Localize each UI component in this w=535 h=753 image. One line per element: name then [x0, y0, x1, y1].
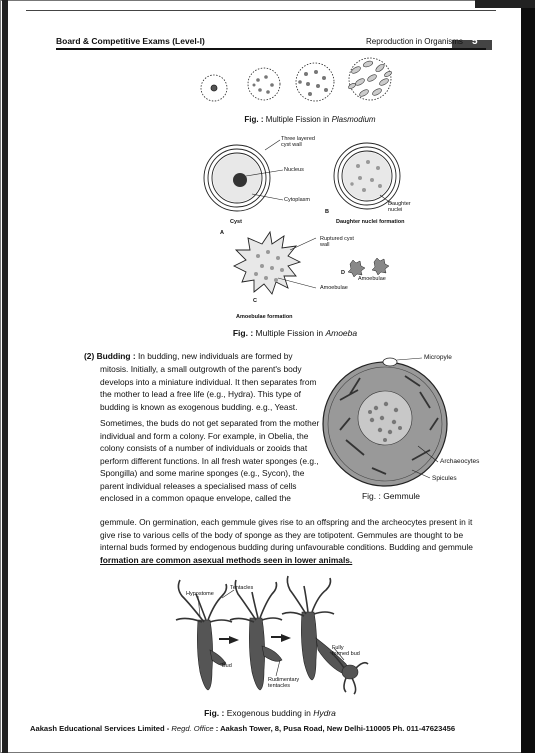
label-b: B — [325, 209, 329, 215]
label-hypostome: Hypostome — [186, 591, 214, 597]
hydra-caption: Fig. : Exogenous budding in Hydra — [204, 708, 336, 718]
label-c: C — [253, 298, 257, 304]
label-spicules: Spicules — [432, 475, 457, 482]
label-d: D — [341, 270, 345, 276]
budding-paragraph-2: Sometimes, the buds do not get separated from the mother individual and form a colony. For example, in Obelia, the colony consists of a number of individuals or zooids that perform different functions. In all fresh water sponges (e.g., Spongilla) and some marine sponges (e.g., Sycon), the parent individual releases a specialised mass of cells enclosed in a common opaque envelope, called the — [100, 418, 320, 503]
label-amoebulae-d: Amoebulae — [358, 276, 386, 282]
label-rudimentary-tentacles: Rudimentary tentacles — [268, 677, 300, 689]
label-archaeocytes: Archaeocytes — [440, 458, 480, 465]
label-tentacles: Tentacles — [230, 585, 254, 591]
label-fully-formed-bud: Fully formed bud — [332, 645, 360, 657]
label-daughter-nuclei: Daughter nuclei — [388, 201, 411, 213]
label-a: A — [220, 230, 224, 236]
footer: Aakash Educational Services Limited - Regd. Office : Aakash Tower, 8, Pusa Road, New Delhi-110005 Ph. 011-47623456 — [30, 724, 456, 733]
header-chapter: Reproduction in Organisms — [366, 37, 463, 46]
budding-heading: (2) Budding : In budding, new individuals are formed by — [84, 351, 293, 361]
label-daughter-nuclei-formation: Daughter nuclei formation — [336, 219, 405, 225]
gemmule-caption: Fig. : Gemmule — [361, 491, 421, 501]
label-ruptured-cyst-wall: Ruptured cyst wall — [320, 236, 354, 248]
budding-paragraph-3: gemmule. On germination, each gemmule gives rise to an offspring and the archeocytes present in it give rise to various cells of the body of sponge as they are totipotent. Gemmules are thought to be internal buds formed by endogenous budding during unfavourable conditions. Budding and gemmule formation are common asexual methods seen in lower animals. — [100, 517, 473, 565]
label-amoebulae: Amoebulae — [320, 285, 348, 291]
budding-paragraph-1: mitosis. Initially, a small outgrowth of the parent's body develops into a miniature individual. It then separates from the mother to lead a free life (e.g., Hydra). This type of budding is known as exogenous budding. e.g., Yeast. — [100, 364, 317, 412]
label-micropyle: Micropyle — [424, 354, 452, 361]
label-bud: Bud — [222, 663, 232, 669]
page-number: 5 — [472, 36, 478, 47]
header-book-title: Board & Competitive Exams (Level-I) — [56, 36, 205, 46]
label-cytoplasm: Cytoplasm — [284, 197, 310, 203]
label-cyst: Cyst — [230, 219, 242, 225]
amoeba-caption: Fig. : Multiple Fission in Amoeba — [232, 328, 358, 338]
label-cyst-wall: Three layered cyst wall — [281, 136, 315, 148]
label-amoebulae-formation: Amoebulae formation — [236, 314, 293, 320]
label-nucleus: Nucleus — [284, 167, 304, 173]
plasmodium-caption: Fig. : Multiple Fission in Plasmodium — [244, 115, 376, 124]
